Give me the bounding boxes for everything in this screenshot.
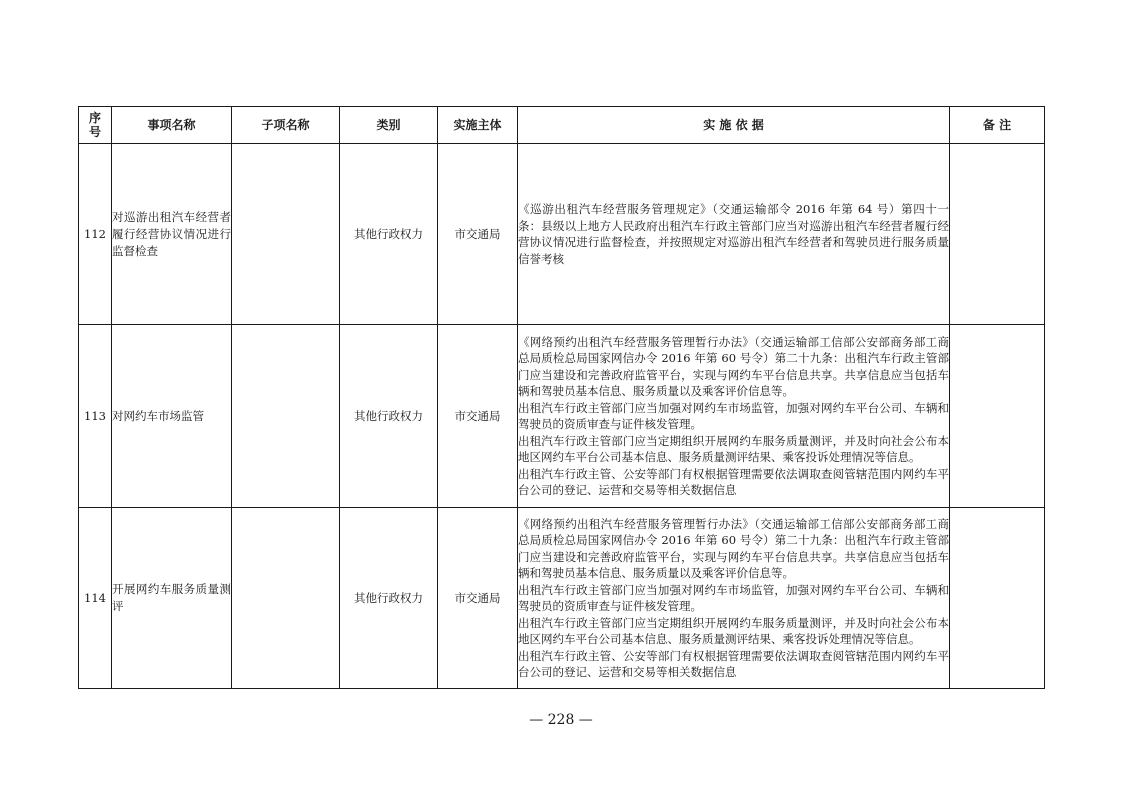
item-name: 对网约车市场监管 [112,325,232,508]
basis-paragraph: 出租汽车行政主管部门应当加强对网约车市场监管，加强对网约车平台公司、车辆和驾驶员的资质审查与证件核发管理。 [518,400,949,431]
row-number: 113 [79,325,112,508]
page-number: — 228 — [529,712,593,728]
item-name: 对巡游出租汽车经营者履行经营协议情况进行监督检查 [112,144,232,325]
power-list-table [78,106,1045,689]
item-name: 开展网约车服务质量测评 [112,508,232,689]
table-row [79,508,1045,689]
basis-paragraph: 《网络预约出租汽车经营服务管理暂行办法》（交通运输部工信部公安部商务部工商总局质检总局国家网信办令 2016 年第 60 号令）第二十九条：出租汽车行政主管部门应当建设和完善政府监管平台，实现与网约车平台信息共享。共享信息应当包括车辆和驾驶员基本信息、服务质量以及乘客评价信息等。 [518,334,949,398]
remarks [950,325,1045,508]
implementing-body: 市交通局 [438,508,518,689]
category: 其他行政权力 [340,508,438,689]
row-number: 112 [79,144,112,325]
row-number: 114 [79,508,112,689]
header-remarks: 备 注 [950,107,1045,144]
basis-paragraph: 《网络预约出租汽车经营服务管理暂行办法》（交通运输部工信部公安部商务部工商总局质检总局国家网信办令 2016 年第 60 号令）第二十九条：出租汽车行政主管部门应当建设和完善政府监管平台，实现与网约车平台信息共享。共享信息应当包括车辆和驾驶员基本信息、服务质量以及乘客评价信息等。 [518,516,949,580]
legal-basis [518,325,950,508]
basis-paragraph: 出租汽车行政主管部门应当加强对网约车市场监管，加强对网约车平台公司、车辆和驾驶员的资质审查与证件核发管理。 [518,582,949,613]
remarks [950,144,1045,325]
header-basis: 实 施 依 据 [518,107,950,144]
legal-basis [518,508,950,689]
header-category: 类别 [340,107,438,144]
sub-item-name [232,508,340,689]
sub-item-name [232,325,340,508]
header-org: 实施主体 [438,107,518,144]
basis-paragraph: 《巡游出租汽车经营服务管理规定》（交通运输部令 2016 年第 64 号）第四十一条：县级以上地方人民政府出租汽车行政主管部门应当对巡游出租汽车经营者履行经营协议情况进行监督检查，并按照规定对巡游出租汽车经营者和驾驶员进行服务质量信誉考核 [518,202,949,266]
header-sub-item: 子项名称 [232,107,340,144]
implementing-body: 市交通局 [438,325,518,508]
header-no: 序号 [79,107,112,144]
basis-paragraph: 出租汽车行政主管、公安等部门有权根据管理需要依法调取查阅管辖范围内网约车平台公司的登记、运营和交易等相关数据信息 [518,466,949,497]
legal-basis [518,144,950,325]
basis-paragraph: 出租汽车行政主管部门应当定期组织开展网约车服务质量测评，并及时向社会公布本地区网约车平台公司基本信息、服务质量测评结果、乘客投诉处理情况等信息。 [518,433,949,464]
table-row [79,325,1045,508]
table-row [79,144,1045,325]
header-item-name: 事项名称 [112,107,232,144]
category: 其他行政权力 [340,144,438,325]
implementing-body: 市交通局 [438,144,518,325]
category: 其他行政权力 [340,325,438,508]
remarks [950,508,1045,689]
sub-item-name [232,144,340,325]
table-header-row [79,107,1045,144]
basis-paragraph: 出租汽车行政主管部门应当定期组织开展网约车服务质量测评，并及时向社会公布本地区网约车平台公司基本信息、服务质量测评结果、乘客投诉处理情况等信息。 [518,615,949,646]
basis-paragraph: 出租汽车行政主管、公安等部门有权根据管理需要依法调取查阅管辖范围内网约车平台公司的登记、运营和交易等相关数据信息 [518,648,949,679]
